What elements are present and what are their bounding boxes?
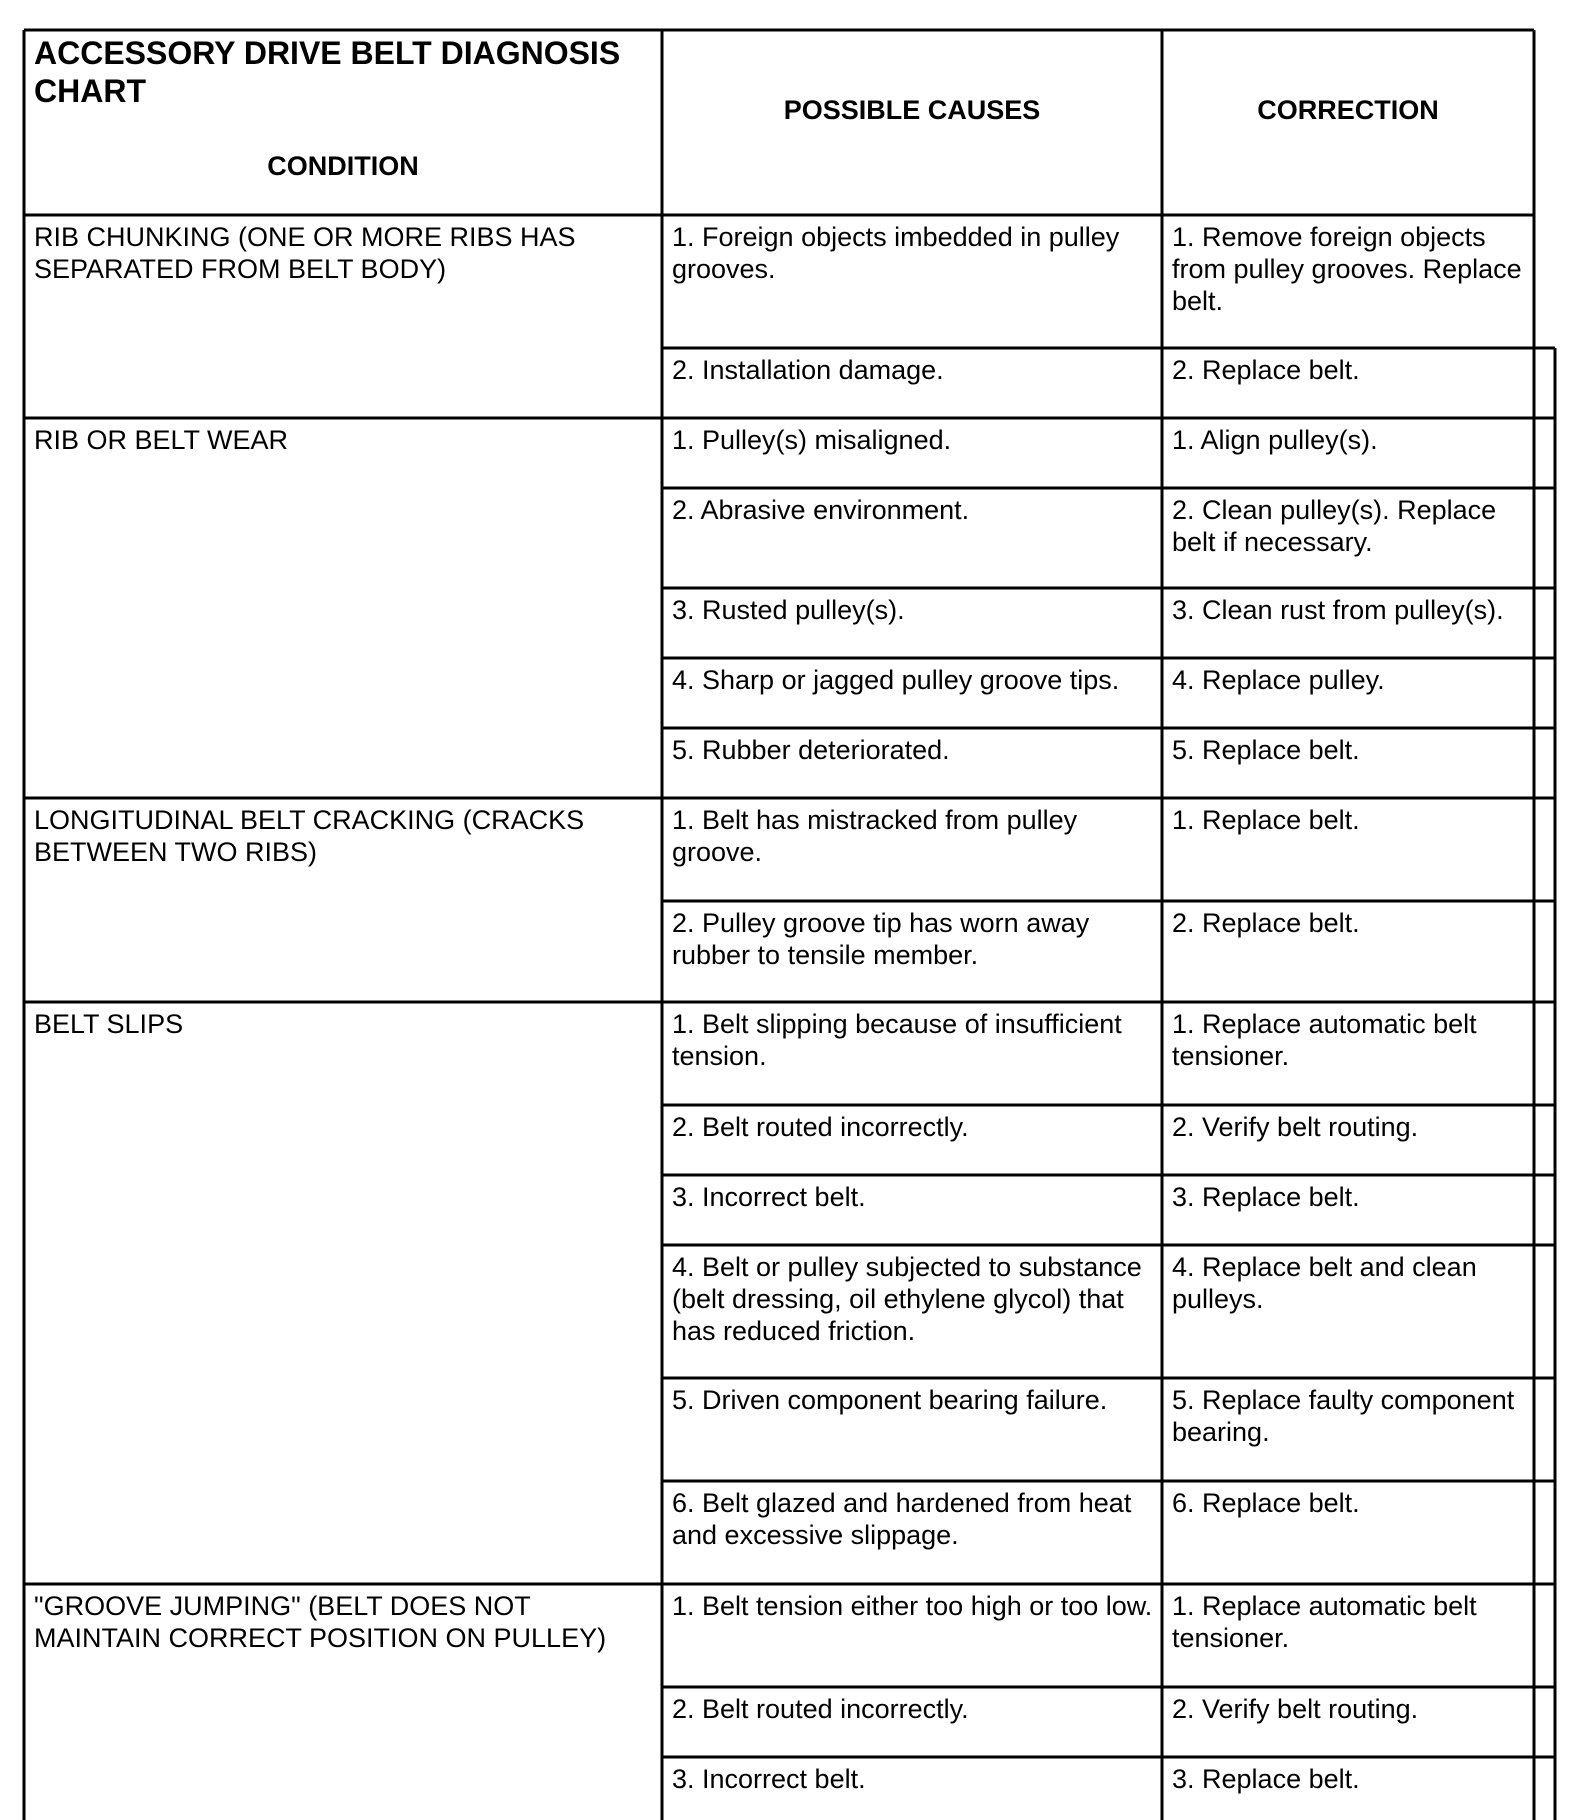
header-correction: CORRECTION bbox=[1257, 95, 1439, 125]
cause-cell: 4. Sharp or jagged pulley groove tips. bbox=[672, 665, 1120, 695]
cause-cell: 2. Pulley groove tip has worn away rubber to tensile member. bbox=[672, 908, 1090, 970]
correction-cell: 6. Replace belt. bbox=[1172, 1488, 1360, 1518]
correction-cell: 1. Replace automatic belt tensioner. bbox=[1172, 1591, 1477, 1653]
condition-cell: LONGITUDINAL BELT CRACKING (CRACKS BETWEEN TWO RIBS) bbox=[34, 805, 585, 867]
cause-cell: 1. Belt tension either too high or too low. bbox=[672, 1591, 1153, 1621]
correction-cell: 3. Clean rust from pulley(s). bbox=[1172, 595, 1504, 625]
chart-title: ACCESSORY DRIVE BELT DIAGNOSIS CHART bbox=[34, 35, 621, 109]
correction-cell: 1. Replace belt. bbox=[1172, 805, 1360, 835]
cause-cell: 2. Abrasive environment. bbox=[672, 495, 970, 525]
header-condition: CONDITION bbox=[267, 151, 419, 181]
header-possible-causes: POSSIBLE CAUSES bbox=[783, 95, 1041, 125]
correction-cell: 2. Replace belt. bbox=[1172, 355, 1360, 385]
cause-cell: 3. Incorrect belt. bbox=[672, 1182, 866, 1212]
correction-cell: 1. Replace automatic belt tensioner. bbox=[1172, 1009, 1477, 1071]
condition-cell: RIB CHUNKING (ONE OR MORE RIBS HAS SEPARATED FROM BELT BODY) bbox=[34, 222, 576, 284]
condition-cell: "GROOVE JUMPING" (BELT DOES NOT MAINTAIN CORRECT POSITION ON PULLEY) bbox=[34, 1591, 607, 1653]
correction-cell: 2. Clean pulley(s). Replace belt if necessary. bbox=[1172, 495, 1497, 557]
condition-cell: RIB OR BELT WEAR bbox=[34, 425, 289, 455]
correction-cell: 5. Replace faulty component bearing. bbox=[1172, 1385, 1515, 1447]
correction-cell: 5. Replace belt. bbox=[1172, 735, 1360, 765]
correction-cell: 2. Verify belt routing. bbox=[1172, 1112, 1419, 1142]
cause-cell: 2. Installation damage. bbox=[672, 355, 944, 385]
cause-cell: 2. Belt routed incorrectly. bbox=[672, 1694, 969, 1724]
cause-cell: 1. Belt slipping because of insufficient tension. bbox=[672, 1009, 1122, 1071]
correction-cell: 1. Remove foreign objects from pulley grooves. Replace belt. bbox=[1172, 222, 1522, 316]
cause-cell: 6. Belt glazed and hardened from heat and excessive slippage. bbox=[672, 1488, 1132, 1550]
cause-cell: 4. Belt or pulley subjected to substance (belt dressing, oil ethylene glycol) that has reduced friction. bbox=[672, 1252, 1142, 1346]
correction-cell: 4. Replace belt and clean pulleys. bbox=[1172, 1252, 1477, 1314]
cause-cell: 1. Pulley(s) misaligned. bbox=[672, 425, 952, 455]
cause-cell: 5. Rubber deteriorated. bbox=[672, 735, 950, 765]
correction-cell: 2. Verify belt routing. bbox=[1172, 1694, 1419, 1724]
cause-cell: 1. Foreign objects imbedded in pulley grooves. bbox=[672, 222, 1120, 284]
correction-cell: 3. Replace belt. bbox=[1172, 1764, 1360, 1794]
cause-cell: 3. Incorrect belt. bbox=[672, 1764, 866, 1794]
cause-cell: 3. Rusted pulley(s). bbox=[672, 595, 905, 625]
correction-cell: 2. Replace belt. bbox=[1172, 908, 1360, 938]
correction-cell: 3. Replace belt. bbox=[1172, 1182, 1360, 1212]
cause-cell: 5. Driven component bearing failure. bbox=[672, 1385, 1108, 1415]
correction-cell: 4. Replace pulley. bbox=[1172, 665, 1385, 695]
condition-cell: BELT SLIPS bbox=[34, 1009, 184, 1039]
cause-cell: 1. Belt has mistracked from pulley groove. bbox=[672, 805, 1078, 867]
correction-cell: 1. Align pulley(s). bbox=[1172, 425, 1378, 455]
cause-cell: 2. Belt routed incorrectly. bbox=[672, 1112, 969, 1142]
